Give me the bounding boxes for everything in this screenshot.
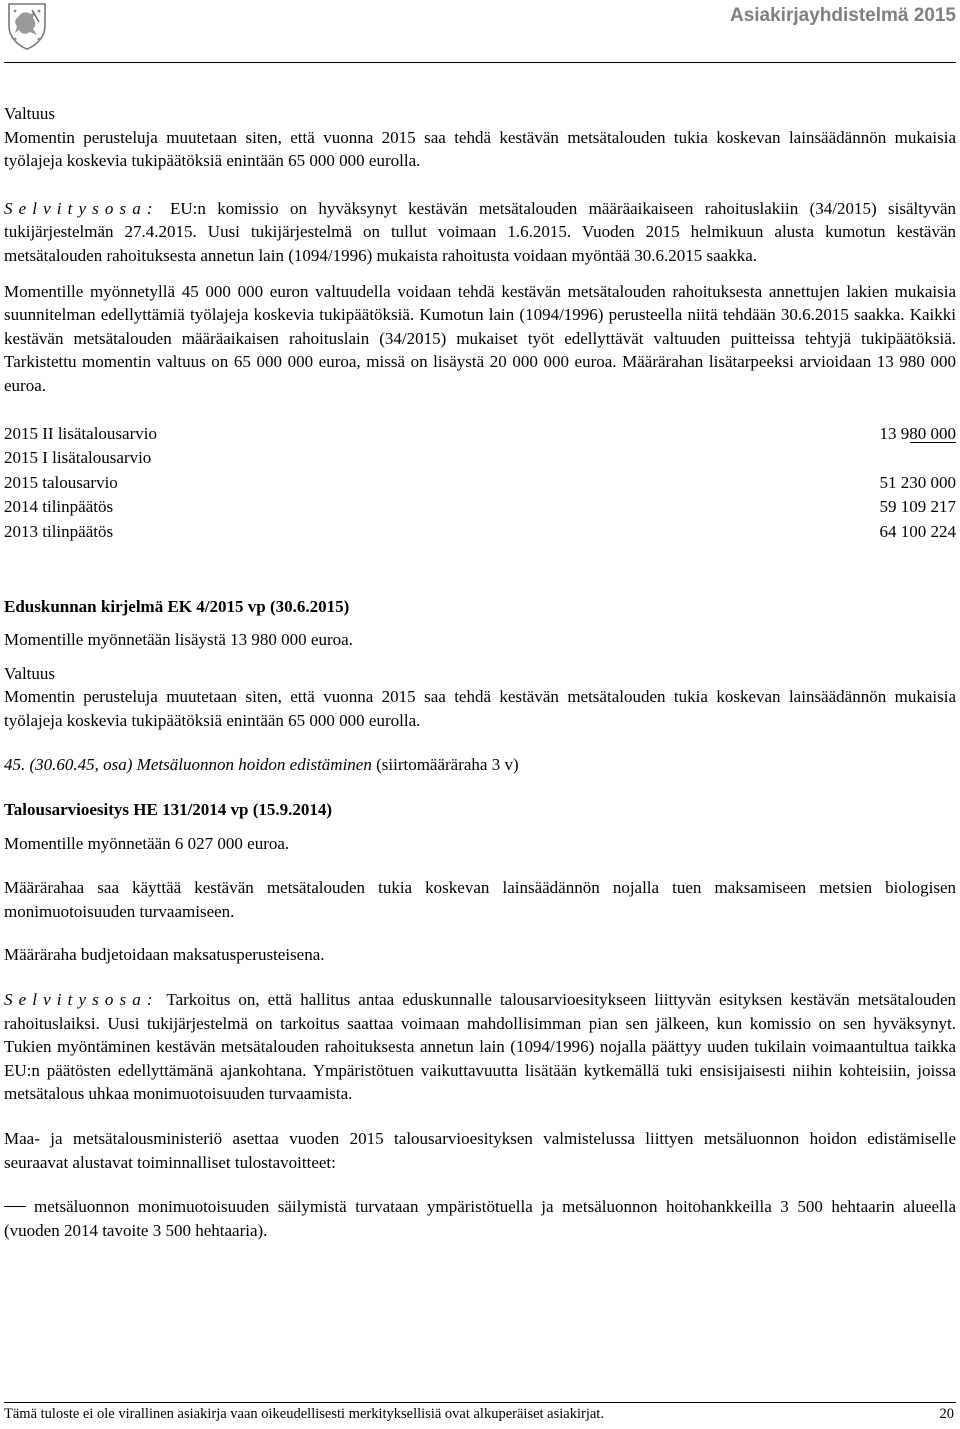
budget-label: 2013 tilinpäätös bbox=[4, 521, 114, 541]
paragraph: Momentin perusteluja muutetaan siten, että vuonna 2015 saa tehdä kestävän metsätalouden tukia koskevan lainsäädännön mukaisia työlajeja koskevia tukipäätöksiä enintään 65 000 000 eurolla. bbox=[4, 127, 956, 171]
document-page bbox=[4, 0, 956, 1429]
budget-value: 13 980 000 bbox=[879, 423, 956, 443]
section-heading: Valtuus bbox=[4, 663, 55, 683]
page-number: 20 bbox=[939, 1406, 954, 1422]
coat-of-arms-icon bbox=[5, 2, 49, 50]
section-title: Eduskunnan kirjelmä EK 4/2015 vp (30.6.2015) bbox=[4, 596, 350, 616]
budget-label: 2014 tilinpäätös bbox=[4, 497, 114, 517]
item-name: 45. (30.60.45, osa) Metsäluonnon hoidon edistäminen bbox=[4, 755, 372, 775]
paragraph: Maa- ja metsätalousministeriö asettaa vuoden 2015 talousarvioesityksen valmistelussa liittyen metsäluonnon hoidon edistämiselle seuraavat alustavat toiminnalliset tulostavoitteet: bbox=[4, 1129, 956, 1172]
budget-row bbox=[4, 495, 956, 520]
item-heading bbox=[4, 753, 956, 777]
budget-value: 59 109 217 bbox=[879, 497, 956, 517]
paragraph: Momentille myönnetään 6 027 000 euroa. bbox=[4, 833, 290, 853]
footer-disclaimer: Tämä tuloste ei ole virallinen asiakirja vaan oikeudellisesti merkityksellisiä ovat alkuperäiset asiakirjat. bbox=[4, 1406, 604, 1422]
bullet-item bbox=[4, 1195, 956, 1242]
paragraph: Momentille myönnetyllä 45 000 000 euron valtuudella voidaan tehdä kestävän metsätalouden rahoituksesta annettujen lakien mukaisia suunnitelman edellyttämiä työlajeja koskevia tukipäätöksiä. Kumotun lain (1094/1996) perusteella niitä tehdään 30.6.2015 saakka. Kaikki kestävän metsätalouden määräaikaisen rahoituslain (34/2015) mukaiset työt edellyttävät valtuuden puitteissa tehtyjä tukipäätöksiä. Tarkistettu momentin valtuus on 65 000 000 euroa, missä on lisäystä 20 000 000 euroa. Määrärahan lisätarpeeksi arvioidaan 13 980 000 euroa. bbox=[4, 281, 956, 395]
section-heading: Valtuus bbox=[4, 104, 55, 123]
paragraph bbox=[4, 197, 956, 268]
explanation-label: Selvitysosa: bbox=[4, 990, 159, 1010]
page-header bbox=[4, 0, 956, 63]
empty-value-dash bbox=[910, 442, 956, 443]
budget-label: 2015 talousarvio bbox=[4, 472, 118, 492]
budget-value: 51 230 000 bbox=[879, 472, 956, 492]
bullet-dash bbox=[4, 1206, 26, 1207]
paragraph bbox=[4, 988, 956, 1106]
section-title: Talousarvioesitys HE 131/2014 vp (15.9.2014) bbox=[4, 800, 333, 820]
budget-row bbox=[4, 422, 956, 447]
item-type: (siirtomääräraha 3 v) bbox=[371, 755, 519, 775]
explanation-label: Selvitysosa: bbox=[4, 198, 159, 218]
budget-row bbox=[4, 520, 956, 545]
explanation-text: Tarkoitus on, että hallitus antaa eduskunnalle talousarvioesitykseen liittyvän esityksen kestävän metsätalouden rahoituslaiksi. Uusi tukijärjestelmä on tarkoitus saattaa voimaan mahdollisimman pian sen jälkeen, kun komissio on sen hyväksynyt. Tukien myöntäminen kestävän metsätalouden rahoituksesta annetun lain (1094/1996) nojalla päättyy uuden tukilain voimaantultua taikka EU:n päätösten edellyttämänä ajankohtana. Ympäristötuen vaikuttavuutta lisätään kytkemällä tuki ensisijaisesti niihin kohteisiin, joissa metsätalous uhkaa monimuotoisuuden turvaamista. bbox=[4, 990, 956, 1104]
budget-row bbox=[4, 471, 956, 496]
paragraph: Määrärahaa saa käyttää kestävän metsätalouden tukia koskevan lainsäädännön nojalla tuen maksamiseen metsien biologisen monimuotoisuuden turvaamiseen. bbox=[4, 878, 956, 921]
document-body bbox=[4, 102, 956, 1242]
paragraph: Momentille myönnetään lisäystä 13 980 000 euroa. bbox=[4, 630, 353, 650]
bullet-text: metsäluonnon monimuotoisuuden säilymistä turvataan ympäristötuella ja metsäluonnon hoitohankkeilla 3 500 hehtaarin alueella (vuoden 2014 tavoite 3 500 hehtaaria). bbox=[4, 1197, 956, 1240]
budget-label: 2015 I lisätalousarvio bbox=[4, 448, 152, 468]
budget-row bbox=[4, 446, 956, 471]
document-title: Asiakirjayhdistelmä 2015 bbox=[729, 5, 956, 26]
budget-value: 64 100 224 bbox=[879, 521, 956, 541]
budget-table bbox=[4, 422, 956, 545]
paragraph: Momentin perusteluja muutetaan siten, että vuonna 2015 saa tehdä kestävän metsätalouden tukia koskevan lainsäädännön mukaisia työlajeja koskevia tukipäätöksiä enintään 65 000 000 eurolla. bbox=[4, 687, 956, 730]
paragraph: Määräraha budjetoidaan maksatusperusteisena. bbox=[4, 945, 325, 965]
explanation-text: EU:n komissio on hyväksynyt kestävän metsätalouden määräaikaiseen rahoituslakiin (34/2015) sisältyvän tukijärjestelmän 27.4.2015. Uusi tukijärjestelmä on tullut voimaan 1.6.2015. Vuoden 2015 helmikuun alusta kumotun kestävän metsätalouden rahoituksesta annetun lain (1094/1996) mukaista rahoitusta voidaan myöntää 30.6.2015 saakka. bbox=[4, 198, 956, 265]
page-footer bbox=[4, 1402, 956, 1425]
budget-label: 2015 II lisätalousarvio bbox=[4, 423, 157, 443]
